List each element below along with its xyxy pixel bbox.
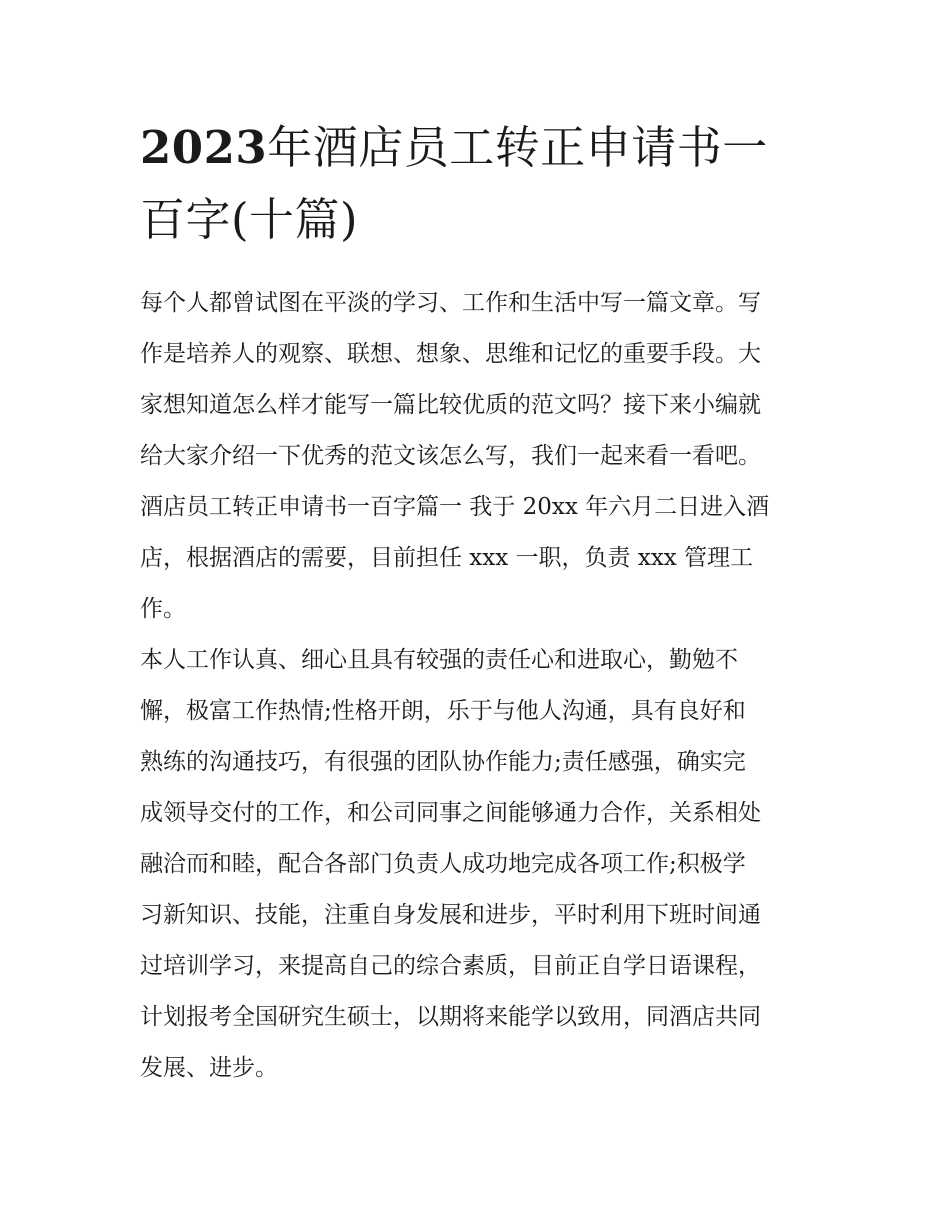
text-line: 习新知识、技能，注重自身发展和进步，平时利用下班时间通	[140, 902, 761, 928]
text-line: 融洽而和睦，配合各部门负责人成功地完成各项工作;积极学	[140, 851, 746, 877]
title-year: 2023	[140, 121, 268, 174]
text-line: 作。	[140, 596, 186, 622]
text-line: 熟练的沟通技巧，有很强的团队协作能力;责任感强，确实完	[140, 749, 746, 775]
text-line: 过培训学习，来提高自己的综合素质，目前正自学日语课程，	[140, 953, 761, 979]
title-line-2: 百字(十篇)	[140, 193, 359, 246]
title-line-1-text: 年酒店员工转正申请书一	[267, 121, 768, 174]
text-line: 每个人都曾试图在平淡的学习、工作和生活中写一篇文章。写	[140, 290, 761, 316]
text-line: 发展、进步。	[140, 1055, 278, 1081]
document-body	[140, 278, 820, 1094]
text-line: 懈，极富工作热情;性格开朗，乐于与他人沟通，具有良好和	[140, 698, 746, 724]
text-line: 作是培养人的观察、联想、想象、思维和记忆的重要手段。大	[140, 341, 761, 367]
text-line: 店，根据酒店的需要，目前担任 xxx 一职，负责 xxx 管理工	[140, 545, 754, 571]
text-line: 计划报考全国研究生硕士，以期将来能学以致用，同酒店共同	[140, 1004, 761, 1030]
paragraph-section-one	[140, 482, 820, 635]
document-title	[140, 112, 820, 256]
paragraph-self-assessment	[140, 635, 820, 1094]
title-line-1	[140, 112, 820, 184]
document-page	[140, 112, 820, 1094]
text-line: 酒店员工转正申请书一百字篇一 我于 20xx 年六月二日进入酒	[140, 494, 770, 520]
text-line: 本人工作认真、细心且具有较强的责任心和进取心，勤勉不	[140, 647, 738, 673]
text-line: 成领导交付的工作，和公司同事之间能够通力合作，关系相处	[140, 800, 761, 826]
text-line: 家想知道怎么样才能写一篇比较优质的范文吗？接下来小编就	[140, 392, 761, 418]
paragraph-intro	[140, 278, 820, 482]
text-line: 给大家介绍一下优秀的范文该怎么写，我们一起来看一看吧。	[140, 443, 761, 469]
